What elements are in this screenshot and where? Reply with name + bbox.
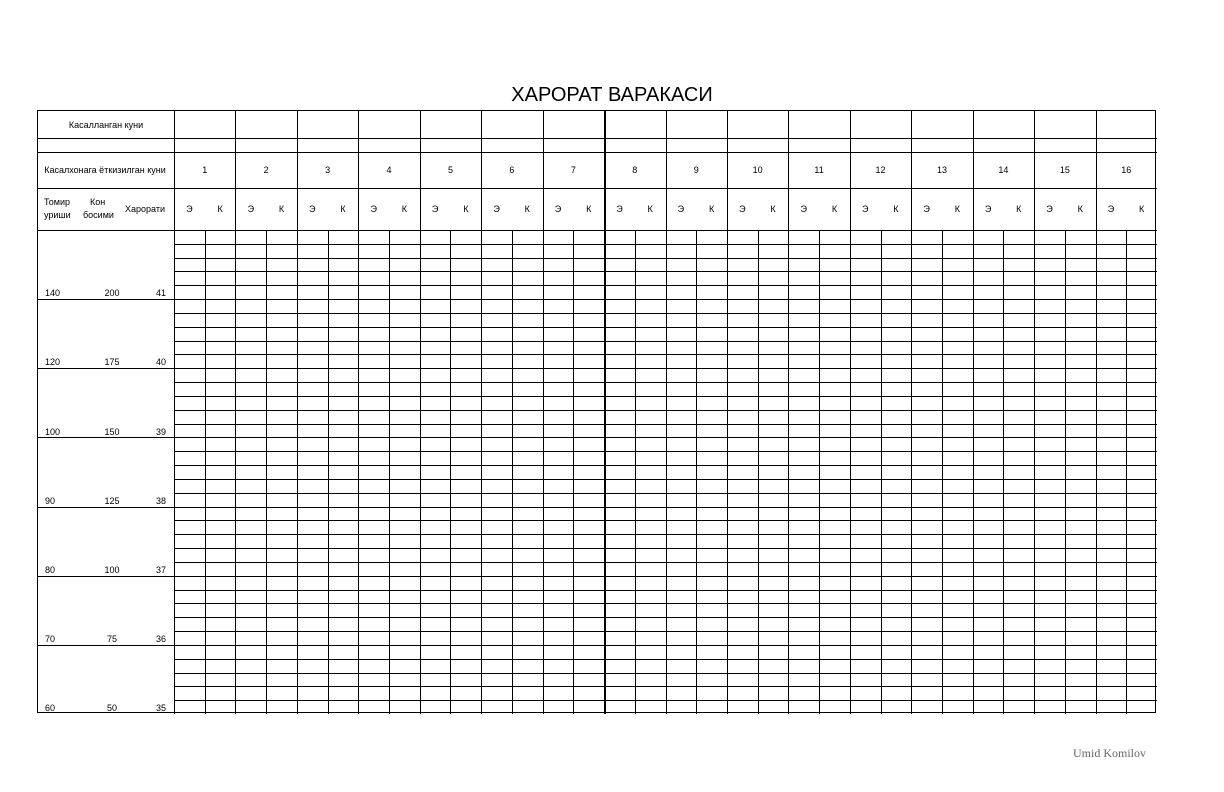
day-number: 6 (509, 165, 515, 175)
subcolumn-label-morning: Э (984, 204, 992, 214)
temperature-scale-value: 36 (156, 634, 167, 645)
pulse-scale-value: 80 (45, 564, 56, 575)
subcolumn-divider (389, 230, 390, 714)
temperature-scale-value: 37 (156, 564, 167, 575)
day-number: 14 (998, 165, 1009, 175)
subcolumn-label-evening: К (893, 204, 899, 214)
subcolumn-divider (573, 230, 574, 714)
grid-hline (38, 138, 1157, 139)
day-number: 10 (752, 165, 763, 175)
grid-hline (38, 230, 1157, 231)
pressure-scale-value: 75 (106, 634, 118, 645)
subcolumn-label-evening: К (954, 204, 960, 214)
subcolumn-label-morning: Э (861, 204, 869, 214)
subcolumn-label-morning: Э (616, 204, 623, 214)
pulse-scale-value: 140 (45, 288, 61, 299)
subcolumn-label-morning: Э (1107, 204, 1115, 214)
subcolumn-divider (1003, 230, 1004, 714)
day-number: 1 (202, 165, 208, 175)
grid-hline (38, 152, 1157, 153)
day-divider (1034, 111, 1035, 714)
pulse-label-line1: Томир (44, 197, 71, 207)
pressure-scale-value: 125 (104, 495, 120, 506)
subcolumn-label-evening: К (1077, 204, 1083, 214)
day-number: 11 (814, 165, 824, 175)
subcolumn-divider (758, 230, 759, 714)
day-number: 3 (325, 165, 331, 175)
day-divider (604, 111, 606, 714)
grid-vline (174, 111, 175, 714)
temperature-scale-value: 35 (156, 703, 167, 714)
day-number: 7 (570, 165, 576, 175)
pressure-label-line2: босими (83, 210, 114, 220)
day-divider (850, 111, 851, 714)
subcolumn-label-evening: К (770, 204, 776, 214)
day-divider (1096, 111, 1097, 714)
day-number: 8 (632, 165, 638, 175)
subcolumn-label-evening: К (278, 204, 285, 214)
subcolumn-divider (881, 230, 882, 714)
subcolumn-label-evening: К (708, 204, 715, 214)
day-number: 2 (263, 165, 269, 175)
subcolumn-label-evening: К (831, 204, 838, 214)
day-number: 13 (936, 165, 947, 175)
subcolumn-label-evening: К (401, 204, 408, 214)
day-divider (666, 111, 667, 714)
subcolumn-label-evening: К (1139, 204, 1145, 214)
day-divider (911, 111, 912, 714)
pressure-scale-value: 100 (104, 564, 120, 575)
subcolumn-label-evening: К (524, 204, 530, 214)
temperature-scale-value: 39 (156, 426, 167, 437)
subcolumn-divider (328, 230, 329, 714)
subcolumn-label-morning: Э (554, 204, 562, 214)
day-divider (420, 111, 421, 714)
subcolumn-label-evening: К (463, 204, 469, 214)
subcolumn-divider (205, 230, 206, 714)
subcolumn-label-morning: Э (493, 204, 500, 214)
subcolumn-label-morning: Э (923, 204, 930, 214)
pressure-scale-value: 200 (104, 288, 120, 299)
page-title: ХАРОРАТ ВАРАКАСИ (511, 84, 713, 106)
subcolumn-label-morning: Э (309, 204, 316, 214)
subcolumn-label-morning: Э (1046, 204, 1053, 214)
subcolumn-divider (512, 230, 513, 714)
grid-hline (38, 188, 1157, 189)
subcolumn-label-evening: К (586, 204, 592, 214)
day-divider (788, 111, 789, 714)
temperature-scale-value: 40 (156, 357, 167, 368)
subcolumn-divider (1065, 230, 1066, 714)
temperature-chart-grid (37, 110, 1156, 713)
subcolumn-divider (1126, 230, 1127, 714)
temperature-label: Харорати (125, 204, 165, 214)
subcolumn-label-morning: Э (247, 204, 255, 214)
pressure-scale-value: 50 (106, 703, 118, 714)
author-signature: Umid Komilov (1072, 746, 1146, 760)
day-number: 16 (1121, 165, 1132, 175)
pressure-label-line1: Кон (90, 197, 106, 207)
day-divider (297, 111, 298, 714)
subcolumn-divider (819, 230, 820, 714)
sick-day-label: Касалланган куни (68, 120, 144, 130)
pressure-scale-value: 150 (104, 426, 120, 437)
temperature-scale-value: 38 (156, 495, 167, 506)
day-divider (727, 111, 728, 714)
subcolumn-label-morning: Э (800, 204, 807, 214)
pulse-scale-value: 90 (45, 495, 56, 506)
pulse-scale-value: 120 (45, 357, 61, 368)
subcolumn-label-morning: Э (186, 204, 193, 214)
day-number: 12 (875, 165, 886, 175)
subcolumn-divider (696, 230, 697, 714)
day-divider (358, 111, 359, 714)
subcolumn-label-morning: Э (677, 204, 685, 214)
day-number: 5 (447, 165, 453, 175)
day-number: 15 (1059, 165, 1070, 175)
subcolumn-divider (635, 230, 636, 714)
day-divider (543, 111, 544, 714)
subcolumn-label-evening: К (1016, 204, 1022, 214)
subcolumn-label-morning: Э (739, 204, 746, 214)
day-divider (235, 111, 236, 714)
pulse-scale-value: 100 (45, 426, 61, 437)
pressure-scale-value: 175 (104, 357, 120, 368)
subcolumn-label-evening: К (647, 204, 653, 214)
day-number: 9 (693, 165, 699, 175)
day-number: 4 (386, 165, 392, 175)
subcolumn-label-morning: Э (370, 204, 377, 214)
subcolumn-label-evening: К (340, 204, 346, 214)
pulse-scale-value: 60 (45, 703, 56, 714)
day-divider (973, 111, 974, 714)
subcolumn-divider (942, 230, 943, 714)
day-divider (481, 111, 482, 714)
pulse-label-line2: уриши (44, 210, 71, 220)
subcolumn-label-morning: Э (431, 204, 439, 214)
subcolumn-divider (450, 230, 451, 714)
temperature-scale-value: 41 (156, 288, 167, 299)
hospital-day-label: Касалхонага ёткизилган куни (44, 165, 166, 175)
subcolumn-divider (266, 230, 267, 714)
pulse-scale-value: 70 (45, 634, 56, 645)
subcolumn-label-evening: К (217, 204, 223, 214)
